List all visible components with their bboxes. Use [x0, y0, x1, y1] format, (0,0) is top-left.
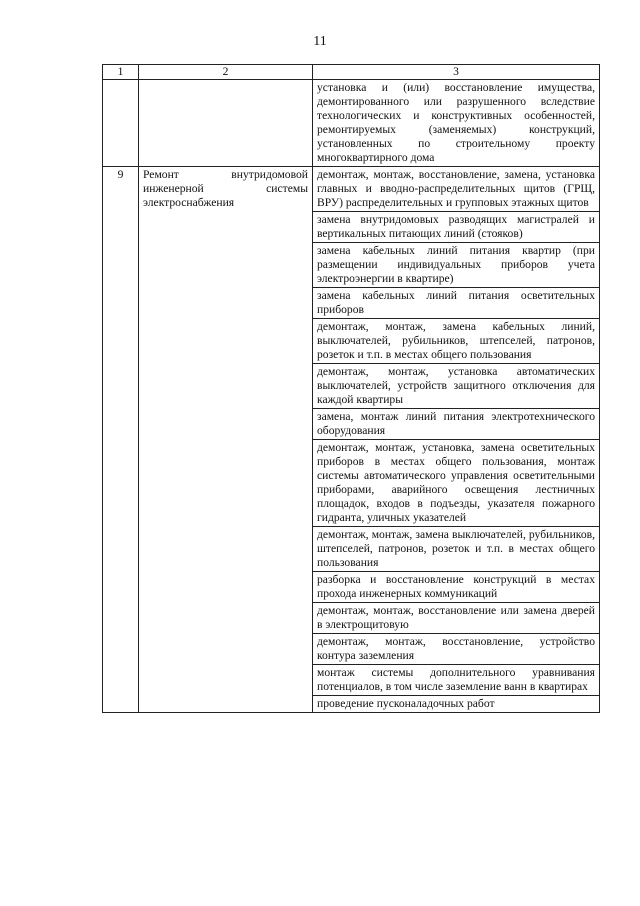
work-item-cell: замена внутридомовых разводящих магистралей и вертикальных питающих линий (стояков) [313, 212, 600, 243]
work-item-cell: демонтаж, монтаж, установка, замена осветительных приборов в местах общего пользования, монтаж системы автоматического управления осветительными приборами, аварийного освещения лестничных площадок, входов в подъезды, указателя пожарного гидранта, уличных указателей [313, 440, 600, 527]
work-item-cell: демонтаж, монтаж, восстановление или замена дверей в электрощитовую [313, 603, 600, 634]
work-item-cell: демонтаж, монтаж, установка автоматических выключателей, устройств защитного отключения для каждой квартиры [313, 364, 600, 409]
work-item-cell: демонтаж, монтаж, замена выключателей, рубильников, штепселей, патронов, розеток и т.п. в местах общего пользования [313, 527, 600, 572]
work-item-cell: монтаж системы дополнительного уравнивания потенциалов, в том числе заземление ванн в квартирах [313, 665, 600, 696]
page-number: 11 [313, 34, 327, 49]
work-item-cell: разборка и восстановление конструкций в местах прохода инженерных коммуникаций [313, 572, 600, 603]
row-number-cell: 9 [103, 167, 139, 713]
work-item-cell: замена, монтаж линий питания электротехнического оборудования [313, 409, 600, 440]
column-header: 2 [139, 65, 313, 80]
table-row [103, 80, 600, 167]
work-item-cell: замена кабельных линий питания квартир (при размещении индивидуальных приборов учета электроэнергии в квартире) [313, 243, 600, 288]
empty-cell [139, 80, 313, 167]
table-header-row [103, 65, 600, 80]
continuation-work-cell: установка и (или) восстановление имущества, демонтированного или разрушенного вследствие технологических и конструктивных особенностей, ремонтируемых (заменяемых) конструкций, установленных по строительному проекту многоквартирного дома [313, 80, 600, 167]
work-item-cell: замена кабельных линий питания осветительных приборов [313, 288, 600, 319]
column-header: 1 [103, 65, 139, 80]
table-row [103, 167, 600, 212]
column-header: 3 [313, 65, 600, 80]
work-item-cell: демонтаж, монтаж, замена кабельных линий, выключателей, рубильников, штепселей, патронов, розеток и т.п. в местах общего пользования [313, 319, 600, 364]
works-table [102, 64, 600, 713]
empty-cell [103, 80, 139, 167]
work-item-cell: проведение пусконаладочных работ [313, 696, 600, 713]
work-item-cell: демонтаж, монтаж, восстановление, устройство контура заземления [313, 634, 600, 665]
work-item-cell: демонтаж, монтаж, восстановление, замена, установка главных и вводно-распределительных щитов (ГРЩ, ВРУ) распределительных и групповых этажных щитов [313, 167, 600, 212]
row-name-cell: Ремонт внутридомовой инженерной системы электроснабжения [139, 167, 313, 713]
